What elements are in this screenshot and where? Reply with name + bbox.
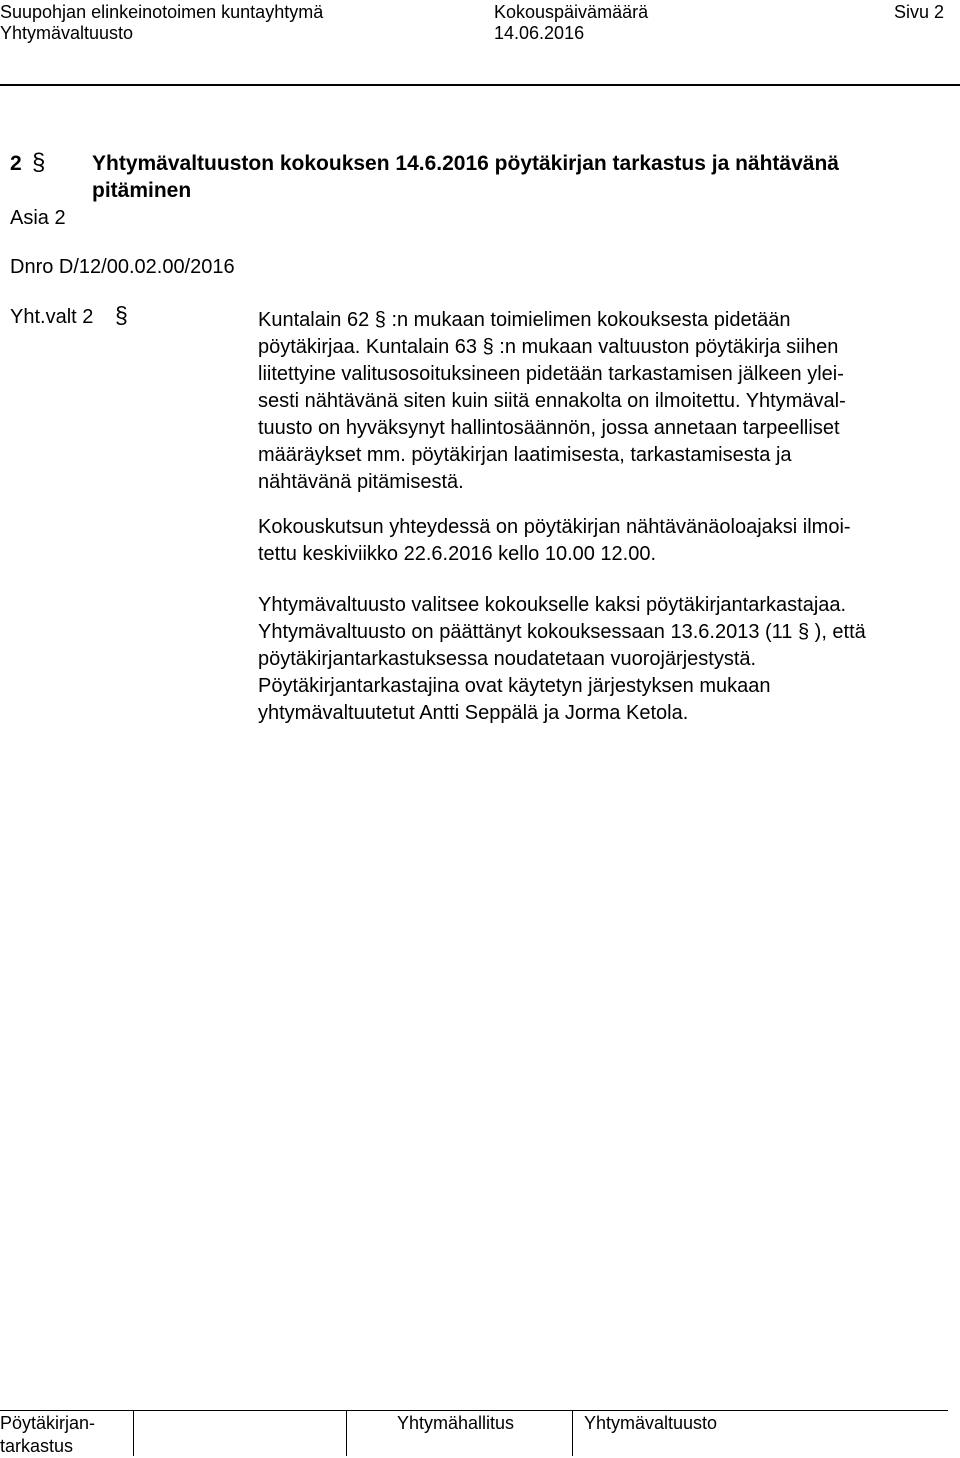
org-name: Suupohjan elinkeinotoimen kuntayhtymä	[0, 2, 324, 22]
item-number: 2	[10, 152, 22, 175]
case-number: Asia 2	[10, 207, 66, 229]
footer-signature-label-line1: Pöytäkirjan-	[0, 1413, 96, 1433]
paragraph-line: Kokouskutsun yhteydessä on pöytäkirjan nähtävänäoloajaksi ilmoi-	[258, 516, 851, 538]
meeting-date: 14.06.2016	[494, 23, 585, 43]
item-title-line2: pitäminen	[92, 179, 192, 202]
paragraph-line: Kuntalain 62 § :n mukaan toimielimen kokouksesta pidetään	[258, 309, 791, 331]
footer-divider	[0, 1410, 948, 1411]
paragraph-line: pöytäkirjantarkastuksessa noudatetaan vuorojärjestystä.	[258, 648, 757, 670]
footer-council-label: Yhtymävaltuusto	[584, 1413, 718, 1433]
meeting-date-label: Kokouspäivämäärä	[494, 2, 649, 22]
paragraph-line: nähtävänä pitämisestä.	[258, 471, 464, 493]
section-sign: §	[32, 149, 46, 176]
paragraph-line: yhtymävaltuutetut Antti Seppälä ja Jorma Ketola.	[258, 702, 689, 724]
paragraph-line: Yhtymävaltuusto on päättänyt kokouksessaan 13.6.2013 (11 § ), että	[258, 621, 866, 643]
header-divider	[0, 84, 960, 86]
reference-section-sign: §	[115, 302, 128, 328]
paragraph-line: tuusto on hyväksynyt hallintosäännön, jossa annetaan tarpeelliset	[258, 417, 840, 439]
paragraph-line: liitettyine valitusosoituksineen pidetään tarkastamisen jälkeen ylei-	[258, 363, 844, 385]
footer-signature-label-line2: tarkastus	[0, 1436, 74, 1456]
page-number: Sivu 2	[894, 2, 945, 22]
footer-column-divider	[572, 1410, 573, 1456]
dnro: Dnro D/12/00.02.00/2016	[10, 256, 235, 278]
footer-board-label: Yhtymähallitus	[397, 1413, 515, 1433]
paragraph-line: pöytäkirjaa. Kuntalain 63 § :n mukaan valtuuston pöytäkirja siihen	[258, 336, 839, 358]
footer-column-divider	[346, 1410, 347, 1456]
governing-body: Yhtymävaltuusto	[0, 23, 134, 43]
paragraph-line: Pöytäkirjantarkastajina ovat käytetyn järjestyksen mukaan	[258, 675, 771, 697]
footer-column-divider	[133, 1410, 134, 1456]
paragraph-line: sesti nähtävänä siten kuin siitä ennakolta on ilmoitettu. Yhtymäval-	[258, 390, 846, 412]
paragraph-line: tettu keskiviikko 22.6.2016 kello 10.00 12.00.	[258, 543, 657, 565]
item-title-line1: Yhtymävaltuuston kokouksen 14.6.2016 pöytäkirjan tarkastus ja nähtävänä	[92, 152, 839, 175]
paragraph-line: määräykset mm. pöytäkirjan laatimisesta, tarkastamisesta ja	[258, 444, 792, 466]
reference: Yht.valt 2	[10, 306, 94, 328]
paragraph-line: Yhtymävaltuusto valitsee kokoukselle kaksi pöytäkirjantarkastajaa.	[258, 594, 847, 616]
